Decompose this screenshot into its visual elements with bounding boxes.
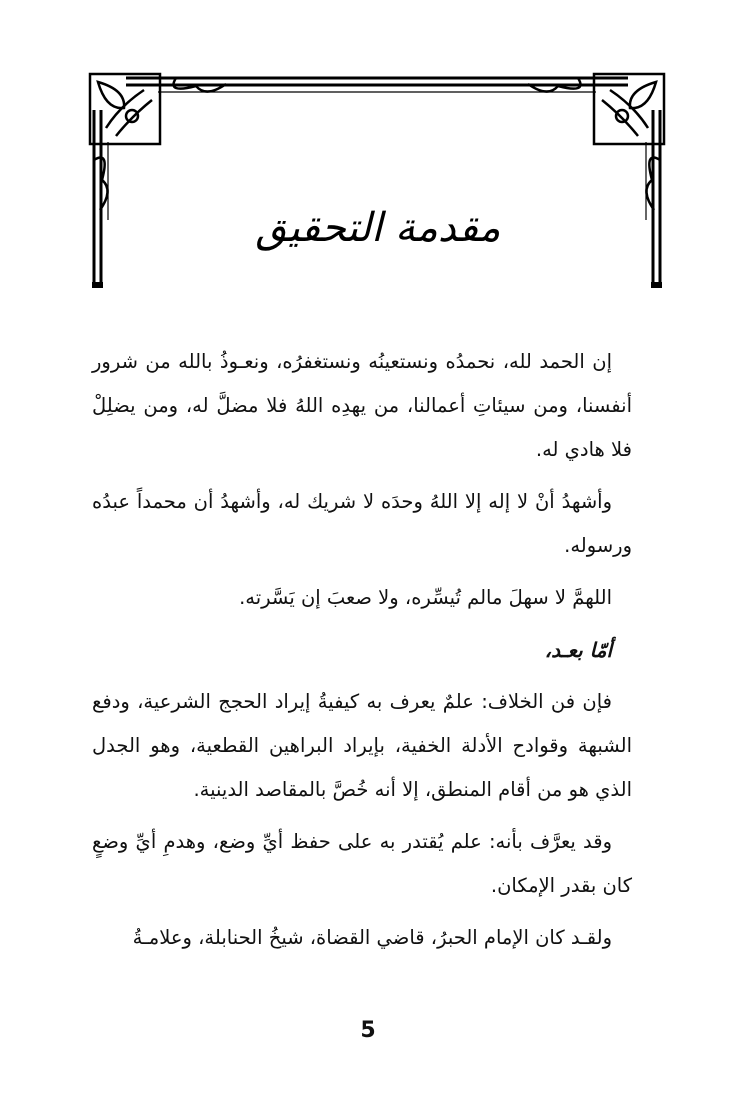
paragraph: فإن فن الخلاف: علمٌ يعرف به كيفيةُ إيراد الحجج الشرعية، ودفع الشبهة وقوادح الأدلة الخفية، بإيراد البراهين القطعية، وهو الجدل الذي هو من أقام المنطق، إلا أنه خُصَّ بالمقاصد الدينية.	[92, 690, 632, 801]
paragraph: اللهمَّ لا سهلَ مالم تُيسِّره، ولا صعبَ إن يَسَّرته.	[239, 586, 612, 609]
paragraph: ولقـد كان الإمام الحبرُ، قاضي القضاة، شيخُ الحنابلة، وعلامـةُ	[132, 926, 612, 949]
page-number: 5	[360, 1018, 376, 1043]
chapter-title: مقدمة التحقيق	[255, 205, 501, 251]
section-subheading: أمّا بعـد،	[544, 638, 612, 662]
paragraph: وقد يعرَّف بأنه: علم يُقتدر به على حفظ أيِّ وضع، وهدمِ أيِّ وضعٍ كان بقدر الإمكان.	[92, 830, 632, 897]
body-text	[92, 340, 632, 968]
corner-ornament-left	[90, 74, 226, 210]
paragraph: وأشهدُ أنْ لا إله إلا اللهُ وحدَه لا شريك له، وأشهدُ أن محمداً عبدُه ورسوله.	[92, 490, 632, 557]
paragraph: إن الحمد لله، نحمدُه ونستعينُه ونستغفرُه، ونعـوذُ بالله من شرور أنفسنا، ومن سيئاتِ أعمالنا، من يهدِه اللهُ فلا مضلَّ له، ومن يضلِلْ فلا هادي له.	[92, 350, 632, 461]
corner-ornament-right	[528, 74, 664, 210]
